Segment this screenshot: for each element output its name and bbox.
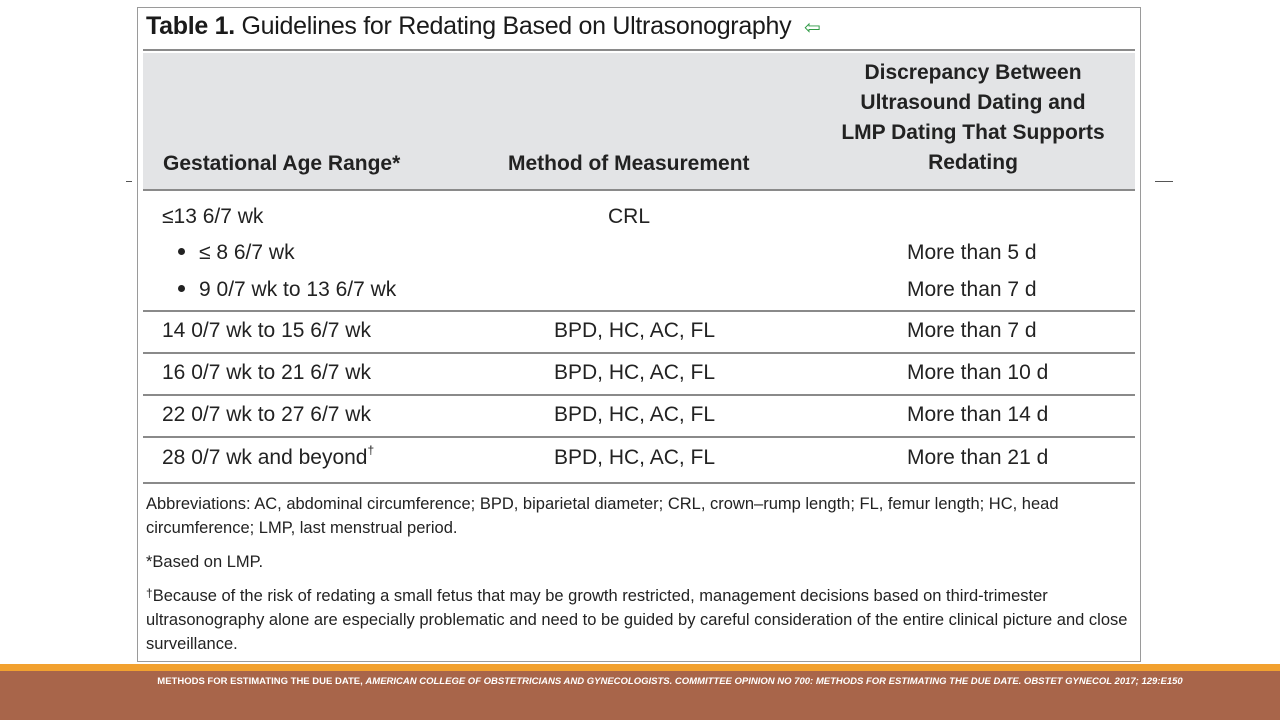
header-discrepancy [833,58,1113,178]
table-cell-method: BPD, HC, AC, FL [554,403,716,426]
guidelines-table [137,7,1141,662]
title-rule [143,49,1135,51]
table-cell-range: 14 0/7 wk to 15 6/7 wk [162,319,371,342]
table-header [143,53,1135,189]
slide-tick-left [126,181,132,182]
abbreviations-note: Abbreviations: AC, abdominal circumference; BPD, biparietal diameter; CRL, crown–rump length; FL, femur length; HC, head circumference; LMP, last menstrual period. [146,495,1059,537]
dagger-mark: † [146,586,153,600]
header-gestational-age: Gestational Age Range* [163,152,401,175]
table-cell-method: BPD, HC, AC, FL [554,319,716,342]
accent-bar [0,664,1280,671]
dagger-note [146,584,1130,656]
table-title [146,12,820,41]
table-cell-range: 22 0/7 wk to 27 6/7 wk [162,403,371,426]
table-cell-range-text: ≤ 8 6/7 wk [199,241,295,264]
table-cell-discrepancy: More than 7 d [907,319,1037,342]
header-discrepancy-line: Discrepancy Between [864,61,1082,84]
table-cell-method: CRL [608,205,651,228]
table-title-text: Guidelines for Redating Based on Ultrasonography [241,12,792,40]
table-cell-discrepancy: More than 7 d [907,278,1037,301]
bullet-icon [178,248,185,255]
table-cell-discrepancy: More than 14 d [907,403,1049,426]
citation-caption [150,675,1190,689]
row-rule [143,394,1135,396]
slide-tick-right [1155,181,1173,182]
header-method: Method of Measurement [508,152,750,175]
table-cell-range [178,278,396,302]
table-cell-range: 16 0/7 wk to 21 6/7 wk [162,361,371,384]
table-cell-discrepancy: More than 5 d [907,241,1037,264]
row-rule [143,310,1135,312]
caption-bold: METHODS FOR ESTIMATING THE DUE DATE, [157,676,366,687]
table-cell-method: BPD, HC, AC, FL [554,361,716,384]
table-cell-method: BPD, HC, AC, FL [554,446,716,469]
dagger-mark: † [367,443,375,457]
header-rule [143,189,1135,191]
back-arrow-icon[interactable]: ⇦ [804,17,821,39]
table-cell-range [178,241,295,265]
caption-italic: AMERICAN COLLEGE OF OBSTETRICIANS AND GYNECOLOGISTS. COMMITTEE OPINION NO 700: METHODS FOR ESTIMATING THE DUE DATE. OBSTET GYNECOL 2017; 129:E150 [365,676,1183,687]
bullet-icon [178,285,185,292]
table-cell-discrepancy: More than 21 d [907,446,1049,469]
header-discrepancy-line: LMP Dating That Supports [841,121,1105,144]
table-cell-range-text: 28 0/7 wk and beyond [162,446,368,469]
star-note: *Based on LMP. [146,553,264,571]
row-rule [143,436,1135,438]
table-cell-range [162,443,375,470]
dagger-note-text: Because of the risk of redating a small fetus that may be growth restricted, management decisions based on third-trimester ultrasonography alone are especially problematic and need to be guided by careful consideration of the entire clinical picture and close surveillance. [146,587,1128,653]
header-discrepancy-line: Redating [928,151,1018,174]
table-cell-discrepancy: More than 10 d [907,361,1049,384]
table-cell-range: ≤13 6/7 wk [162,205,264,228]
table-title-label: Table 1. [146,12,235,40]
table-cell-range-text: 9 0/7 wk to 13 6/7 wk [199,278,397,301]
notes-rule [143,482,1135,484]
header-discrepancy-line: Ultrasound Dating and [860,91,1086,114]
row-rule [143,352,1135,354]
